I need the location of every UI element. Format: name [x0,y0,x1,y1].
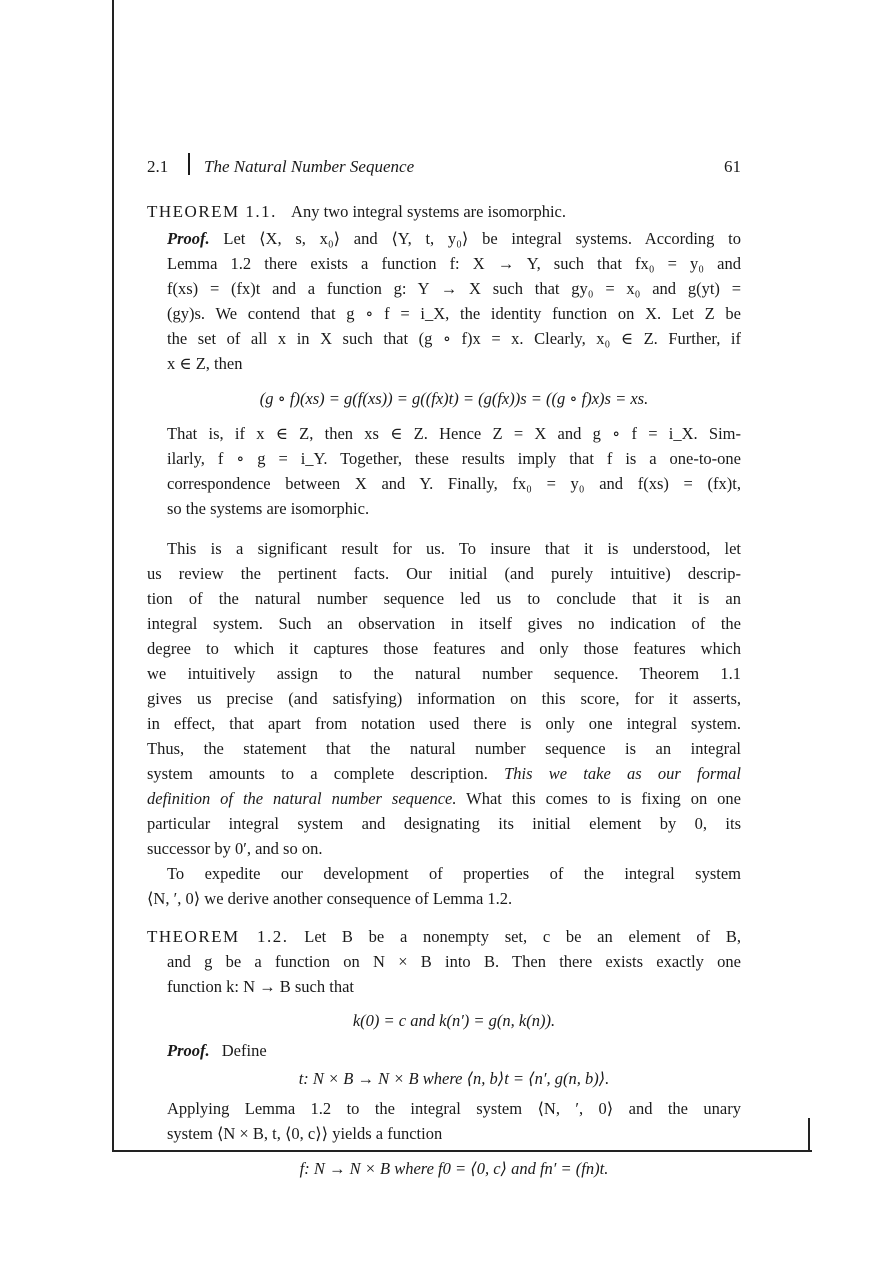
proof-text: Define [221,1041,267,1060]
right-corner-rule [808,1118,810,1152]
italic-text: This we take as our formal [504,764,742,783]
proof-line: Lemma 1.2 there exists a function f: X → Y, such that fx₀ = y₀ and [167,254,741,273]
theorem-label: THEOREM 1.2. [147,927,289,946]
body-line: Thus, the statement that the natural number sequence is an integral [147,739,741,758]
proof-text: Let ⟨X, s, x₀⟩ and ⟨Y, t, y₀⟩ be integral systems. According to [223,229,742,248]
body-line: in effect, that apart from notation used there is only one integral system. [147,714,741,733]
body-line: us review the pertinent facts. Our initial (and purely intuitive) descrip- [147,564,741,583]
section-number: 2.1 [147,157,169,176]
proof-line [167,1041,267,1061]
display-equation: t: N × B → N × B where ⟨n, b⟩t = ⟨n′, g(n, b)⟩. [298,1069,610,1088]
bottom-margin-rule [112,1150,812,1152]
proof-line [167,229,741,249]
body-text: What this comes to is fixing on one [466,789,742,808]
body-line: tion of the natural number sequence led us to conclude that it is an [147,589,741,608]
proof-line: f(xs) = (fx)t and a function g: Y → X such that gy₀ = x₀ and g(yt) = [167,279,741,298]
proof-label: Proof. [167,1041,210,1060]
proof-line: system ⟨N × B, t, ⟨0, c⟩⟩ yields a function [167,1124,443,1143]
theorem-statement: Let B be a nonempty set, c be an element of B, [304,927,742,946]
running-title: The Natural Number Sequence [204,157,415,176]
body-line: integral system. Such an observation in itself gives no indication of the [147,614,741,633]
body-line: ⟨N, ′, 0⟩ we derive another consequence of Lemma 1.2. [147,889,513,908]
proof-line: Applying Lemma 1.2 to the integral system ⟨N, ′, 0⟩ and the unary [167,1099,741,1118]
body-line: particular integral system and designating its initial element by 0, its [147,814,741,833]
page-number: 61 [724,157,741,176]
body-line: we intuitively assign to the natural number sequence. Theorem 1.1 [147,664,741,683]
proof-line: (gy)s. We contend that g ∘ f = i_X, the identity function on X. Let Z be [167,304,741,323]
body-line: To expedite our development of properties of the integral system [167,864,741,883]
theorem-1-2 [147,927,741,947]
proof-line: That is, if x ∈ Z, then xs ∈ Z. Hence Z = X and g ∘ f = i_X. Sim- [167,424,741,443]
header-divider [188,153,190,175]
body-line: successor by 0′, and so on. [147,839,323,858]
running-header [147,153,741,179]
body-line: gives us precise (and satisfying) information on this score, for it asserts, [147,689,741,708]
theorem-1-1 [147,202,566,222]
body-text: system amounts to a complete description. [147,764,488,783]
left-margin-rule [112,0,114,1152]
proof-line: x ∈ Z, then [167,354,243,373]
proof-line: correspondence between X and Y. Finally, fx₀ = y₀ and f(xs) = (fx)t, [167,474,741,493]
body-line: degree to which it captures those features and only those features which [147,639,741,658]
proof-line: so the systems are isomorphic. [167,499,370,518]
theorem-line: function k: N → B such that [167,977,354,996]
proof-line: ilarly, f ∘ g = i_Y. Together, these results imply that f is a one-to-one [167,449,741,468]
display-equation: f: N → N × B where f0 = ⟨0, c⟩ and fn′ = (fn)t. [299,1159,609,1178]
display-equation: k(0) = c and k(n′) = g(n, k(n)). [352,1011,556,1030]
body-line: This is a significant result for us. To insure that it is understood, let [167,539,741,558]
theorem-statement: Any two integral systems are isomorphic. [291,202,566,221]
italic-text: definition of the natural number sequence. [147,789,457,808]
display-equation: (g ∘ f)(xs) = g(f(xs)) = g((fx)t) = (g(fx))s = ((g ∘ f)x)s = xs. [259,389,649,408]
body-line [147,764,741,784]
proof-label: Proof. [167,229,210,248]
body-line [147,789,741,809]
theorem-label: THEOREM 1.1. [147,202,277,221]
proof-line: the set of all x in X such that (g ∘ f)x = x. Clearly, x₀ ∈ Z. Further, if [167,329,741,348]
theorem-line: and g be a function on N × B into B. Then there exists exactly one [167,952,741,971]
